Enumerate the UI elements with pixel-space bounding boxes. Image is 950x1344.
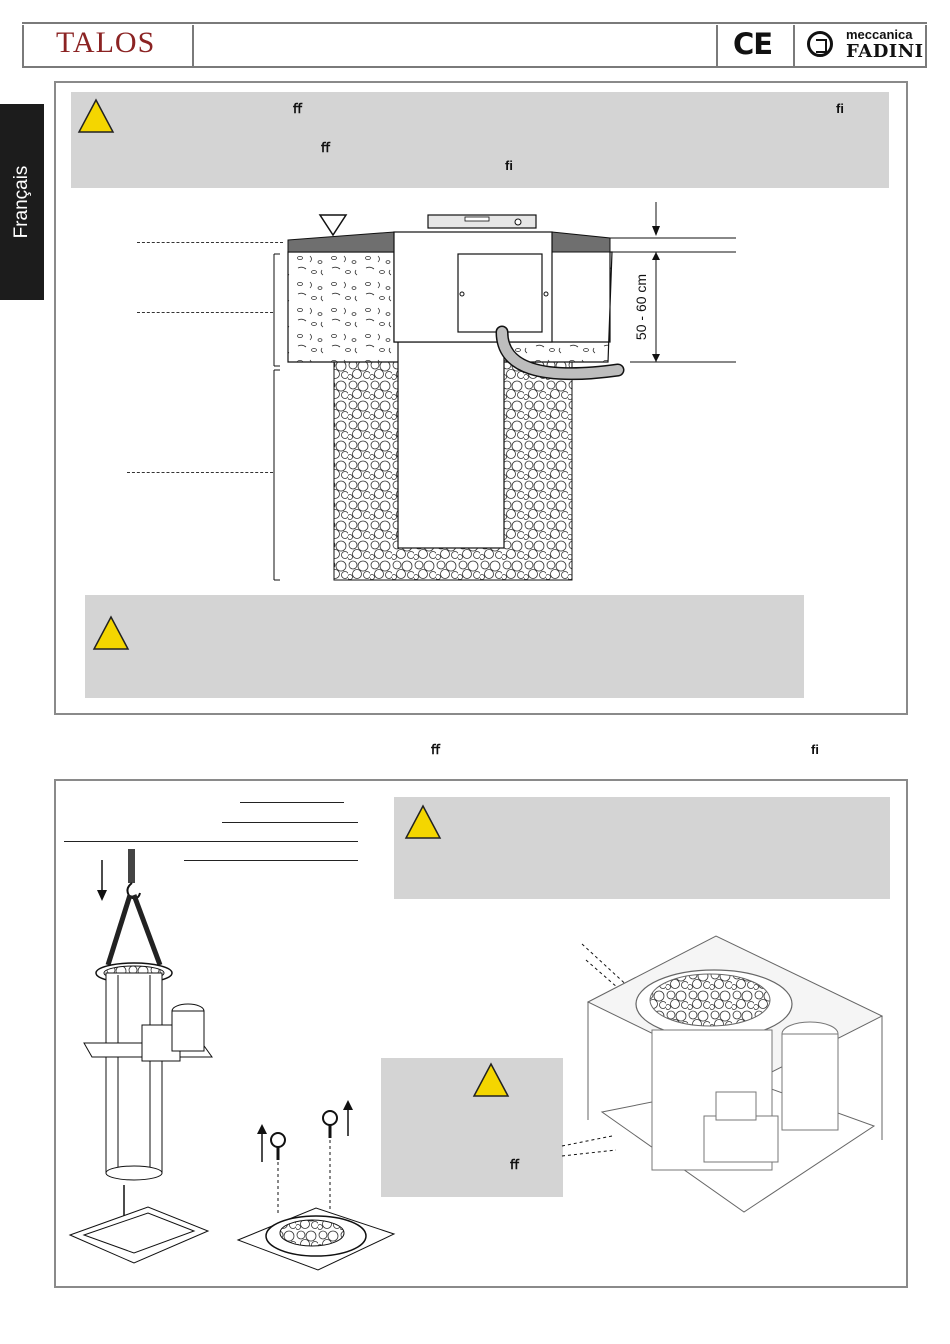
warning-triangle-icon — [77, 98, 115, 134]
warning-triangle-icon — [92, 615, 130, 651]
maker-name-top: meccanica — [846, 27, 913, 42]
fadini-logo-icon — [807, 31, 833, 57]
header-divider — [925, 25, 927, 67]
excavation-cross-section — [260, 200, 760, 590]
warning-triangle-icon — [404, 804, 442, 840]
ligature-fi: ﬁ — [505, 158, 513, 173]
language-tab — [0, 104, 44, 300]
warning-box-top — [71, 92, 889, 188]
warning-triangle-icon — [472, 1062, 510, 1098]
label-rule — [64, 841, 358, 842]
header-divider — [192, 25, 194, 67]
lifting-hook-icon — [128, 849, 135, 883]
ligature-fi: ﬁ — [811, 742, 819, 757]
label-rule — [240, 802, 344, 803]
header-top-rule — [22, 22, 927, 24]
warning-box-bottom — [85, 595, 804, 698]
warning-box-right — [394, 797, 890, 899]
ce-mark: CE — [733, 27, 773, 61]
ligature-ff: ﬀ — [321, 140, 330, 155]
soil-layer-leader — [137, 312, 273, 313]
maker-name-bottom: FADINI — [846, 41, 924, 62]
lifting-assembly-drawing — [62, 845, 222, 1275]
eyebolt-removal-drawing — [230, 1090, 400, 1280]
header-bottom-rule — [22, 66, 927, 68]
language-tab-label: Français — [11, 165, 32, 239]
header-divider — [22, 25, 24, 67]
level-reference-icon — [320, 215, 346, 235]
ligature-ff: ﬀ — [293, 101, 302, 116]
depth-dimension-label: 50 - 60 cm — [633, 273, 650, 341]
header-divider — [793, 25, 795, 67]
label-rule — [222, 822, 358, 823]
ligature-fi: ﬁ — [836, 101, 844, 116]
header-divider — [716, 25, 718, 67]
brand-logo: TALOS — [56, 26, 156, 59]
drainage-layer-leader — [127, 472, 273, 473]
ligature-ff: ﬀ — [431, 742, 440, 757]
installed-unit-drawing — [556, 930, 896, 1230]
ligature-ff: ﬀ — [510, 1157, 519, 1172]
